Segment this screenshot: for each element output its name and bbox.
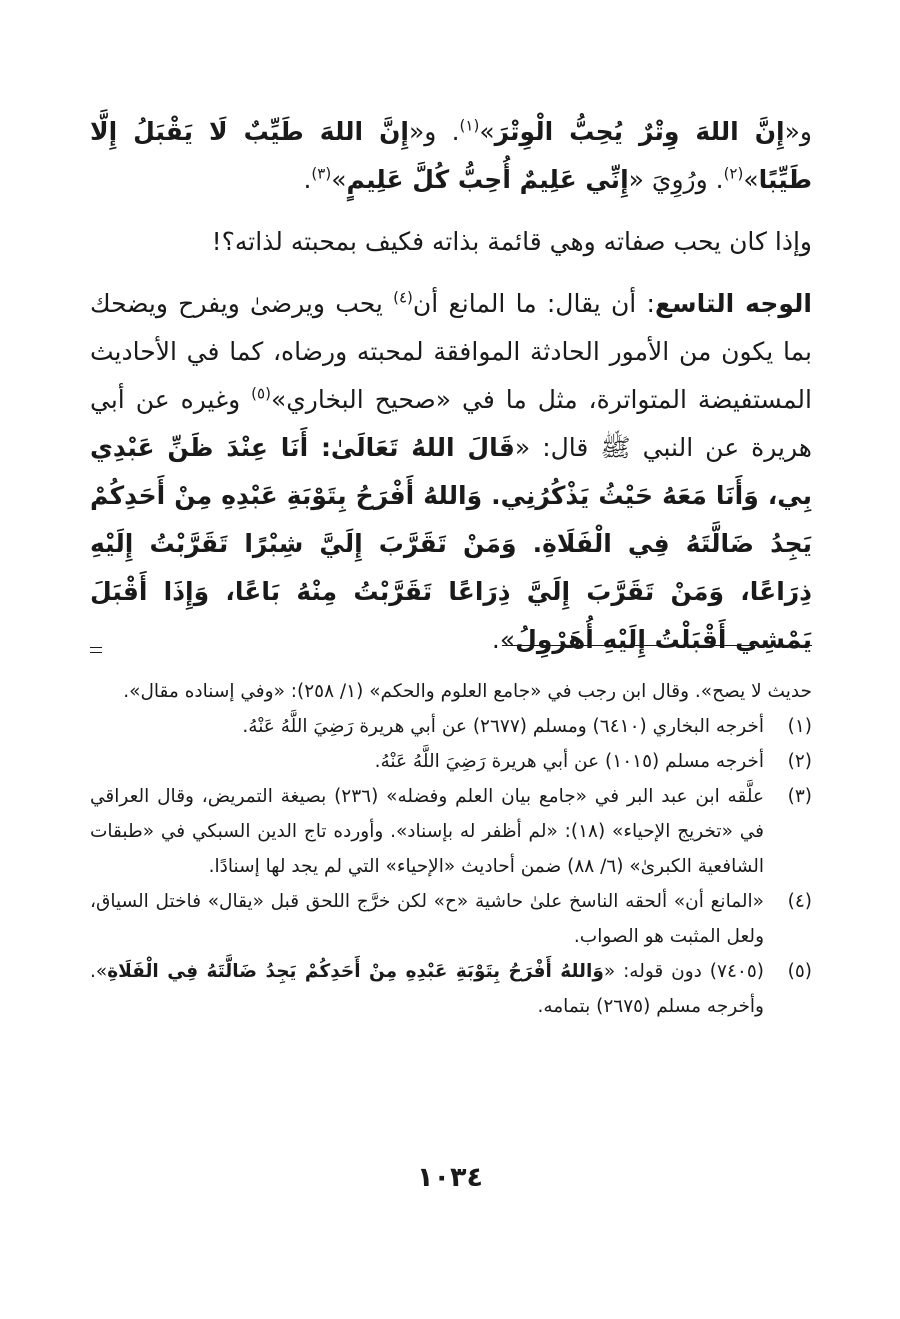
footnote-reference[interactable]: (٤) [393, 288, 413, 307]
footnote-item [90, 709, 812, 744]
bold-text: الوجه التاسع [654, 289, 812, 318]
text-run: يحب ويرضىٰ ويفرح ويضحك بما يكون من الأمور الحادثة الموافقة لمحبته ورضاه، كما في الأحاديث المستفيضة المتواترة، مثل ما في «صحيح البخاري» [90, 289, 812, 414]
footnote-item [90, 884, 812, 954]
text-run: ». [491, 625, 516, 654]
bold-text: إِنَّ اللهَ طَيِّبٌ لَا يَقْبَلُ إِلَّا طَيِّبًا [90, 117, 812, 194]
footnote-number: (٢) [787, 751, 812, 772]
text-run: . و« [409, 117, 460, 146]
footnote-number: (١) [787, 716, 812, 737]
text-run: . [303, 165, 312, 194]
paragraph-question: وإذا كان يحب صفاته وهي قائمة بذاته فكيف بمحبته لذاته؟! [211, 227, 812, 256]
text-run: » [331, 165, 347, 194]
paragraph-ninth-aspect [90, 280, 812, 664]
footnote-reference[interactable]: (٥) [251, 384, 271, 403]
footnote-continuation: حديث لا يصح». وقال ابن رجب في «جامع العلوم والحكم» (١/ ٢٥٨): «وفي إسناده مقال». [123, 681, 812, 702]
text-run: » [743, 165, 759, 194]
text-run: (٧٤٠٥) دون قوله: « [603, 961, 764, 982]
footnote-item [90, 954, 812, 1024]
bold-text: إِنَّ اللهَ وِتْرٌ يُحِبُّ الْوِتْرَ [494, 117, 785, 146]
main-text [90, 108, 812, 664]
text-run: أخرجه البخاري (٦٤١٠) ومسلم (٢٦٧٧) عن أبي هريرة رَضِيَ اللَّهُ عَنْهُ. [242, 716, 764, 737]
footnotes [90, 674, 812, 1024]
bold-text: إِنِّي عَلِيمٌ أُحِبُّ كُلَّ عَلِيمٍ [346, 165, 629, 194]
bold-text: وَاللهُ أَفْرَحُ بِتَوْبَةِ عَبْدِهِ مِنْ أَحَدِكُمْ يَجِدُ ضَالَّتَهُ فِي الْفَلَاةِ [107, 961, 604, 982]
separator-line [502, 645, 812, 646]
footnote-list [90, 709, 812, 1024]
footnote-number: (٥) [787, 961, 812, 982]
text-run: » [479, 117, 495, 146]
paragraph-hadith-quotes [90, 108, 812, 204]
footnote-reference[interactable]: (٣) [311, 164, 332, 183]
text-run: و« [784, 117, 813, 146]
footnote-item [90, 744, 812, 779]
footnote-item [90, 779, 812, 884]
text-run: وغيره عن أبي هريرة عن النبي ﷺ قال: « [90, 385, 812, 462]
text-run: أخرجه مسلم (١٠١٥) عن أبي هريرة رَضِيَ اللَّهُ عَنْهُ. [374, 751, 764, 772]
text-run: . ورُوِيَ « [628, 165, 724, 194]
text-run: علَّقه ابن عبد البر في «جامع بيان العلم وفضله» (٢٣٦) بصيغة التمريض، وقال العراقي في «تخريج الإحياء» (١٨): «لم أظفر له بإسناد». وأورده تاج الدين السبكي في «طبقات الشافعية الكبرىٰ» (٦/ ٨٨) ضمن أحاديث «الإحياء» التي لم يجد لها إسنادًا. [90, 786, 764, 877]
page-number: ١٠٣٤ [417, 1162, 483, 1193]
footnote-reference[interactable]: (٢) [723, 164, 744, 183]
text-run: ». وأخرجه مسلم (٢٦٧٥) بتمامه. [90, 961, 764, 1017]
text-run: «المانع أن» ألحقه الناسخ علىٰ حاشية «ح» لكن خرَّج اللحق قبل «يقال» فاختل السياق، ولعل المثبت هو الصواب. [90, 891, 764, 947]
text-run: : أن يقال: ما المانع أن [412, 289, 655, 318]
bold-text: قَالَ اللهُ تَعَالَىٰ: أَنَا عِنْدَ ظَنِّ عَبْدِي بِي، وَأَنَا مَعَهُ حَيْثُ يَذْكُرُنِي. وَاللهُ أَفْرَحُ بِتَوْبَةِ عَبْدِهِ مِنْ أَحَدِكُمْ يَجِدُ ضَالَّتَهُ فِي الْفَلَاةِ. وَمَنْ تَقَرَّبَ إِلَيَّ شِبْرًا تَقَرَّبْتُ إِلَيْهِ ذِرَاعًا، وَمَنْ تَقَرَّبَ إِلَيَّ ذِرَاعًا تَقَرَّبْتُ مِنْهُ بَاعًا، وَإِذَا أَقْبَلَ يَمْشِي أَقْبَلْتُ إِلَيْهِ أُهَرْوِلُ [90, 433, 812, 654]
footnote-separator [90, 645, 812, 659]
footnote-number: (٤) [787, 891, 812, 912]
footnote-reference[interactable]: (١) [459, 116, 480, 135]
footnote-number: (٣) [787, 786, 812, 807]
continuation-mark [90, 647, 102, 653]
